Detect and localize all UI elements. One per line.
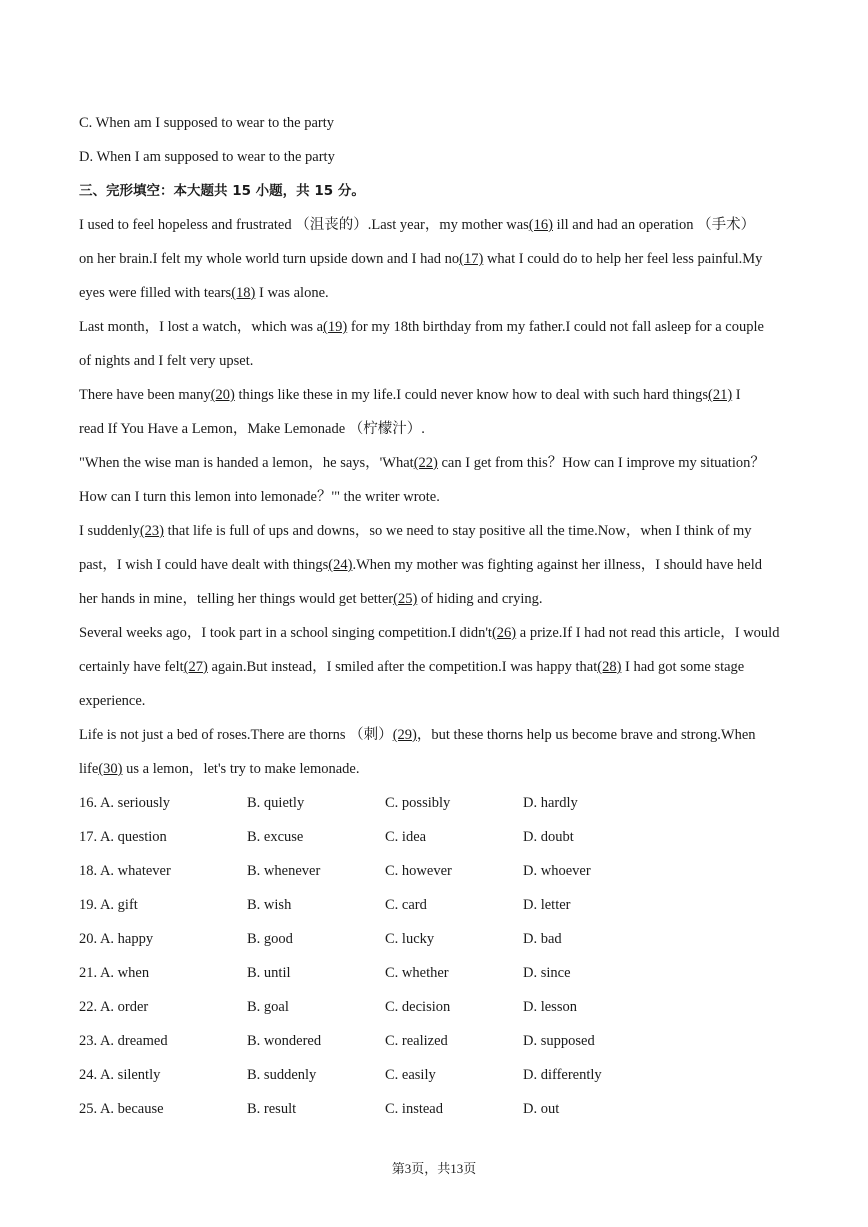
passage-line <box>79 718 791 752</box>
blank-number: (30) <box>98 761 123 777</box>
prev-option-c: C. When am I supposed to wear to the party <box>79 115 335 131</box>
option-choice: D. out <box>523 1101 560 1117</box>
passage-text: us a lemon，let's try to make lemonade. <box>122 761 360 777</box>
option-choice: 23. A. dreamed <box>79 1033 168 1049</box>
blank-number: (19) <box>323 319 348 335</box>
passage-text: eyes were filled with tears <box>79 285 232 301</box>
option-choice: D. hardly <box>523 795 578 811</box>
blank-number: (22) <box>413 455 438 471</box>
passage-text: a prize.If I had not read this article，I would <box>516 625 780 641</box>
option-choice: B. wondered <box>247 1033 322 1049</box>
passage-line <box>79 310 791 344</box>
passage-text: .When my mother was fighting against her illness，I should have held <box>352 557 762 573</box>
option-row <box>79 1092 791 1126</box>
option-choice: B. wish <box>247 897 292 913</box>
passage-line <box>79 208 791 242</box>
document-body <box>79 106 791 1126</box>
option-choice: 19. A. gift <box>79 897 138 913</box>
passage-line <box>79 582 791 616</box>
option-row <box>79 820 791 854</box>
passage-line <box>79 378 791 412</box>
passage-line <box>79 514 791 548</box>
option-choice: B. good <box>247 931 293 947</box>
passage-text: "When the wise man is handed a lemon，he says，'What <box>79 455 414 471</box>
passage-text: again.But instead，I smiled after the competition.I was happy that <box>207 659 598 675</box>
option-row <box>79 786 791 820</box>
passage-text: things like these in my life.I could never know how to deal with such hard things <box>234 387 708 403</box>
option-row <box>79 990 791 1024</box>
passage-text: Several weeks ago，I took part in a school singing competition.I didn't <box>79 625 492 641</box>
option-choice: C. however <box>385 863 452 879</box>
passage-line <box>79 548 791 582</box>
option-choice: C. whether <box>385 965 449 981</box>
passage-text: Last month，I lost a watch，which was a <box>79 319 324 335</box>
passage-text: ill and had an operation （手术） <box>552 217 756 233</box>
option-choice: B. excuse <box>247 829 304 845</box>
option-choice: B. whenever <box>247 863 321 879</box>
option-choice: D. lesson <box>523 999 577 1015</box>
option-choice: D. whoever <box>523 863 591 879</box>
blank-number: (29) <box>392 727 417 743</box>
passage-text: I used to feel hopeless and frustrated （沮丧的）.Last year，my mother was <box>79 217 529 233</box>
passage-line <box>79 412 791 446</box>
passage-text: on her brain.I felt my whole world turn upside down and I had no <box>79 251 460 267</box>
option-choice: C. instead <box>385 1101 443 1117</box>
passage-text: There have been many <box>79 387 211 403</box>
option-choice: D. since <box>523 965 571 981</box>
option-choice: 18. A. whatever <box>79 863 171 879</box>
option-row <box>79 854 791 888</box>
option-choice: C. easily <box>385 1067 436 1083</box>
answer-options <box>79 786 791 1126</box>
passage-text: read If You Have a Lemon，Make Lemonade （柠檬汁）. <box>79 421 425 437</box>
option-choice: 17. A. question <box>79 829 167 845</box>
blank-number: (23) <box>139 523 164 539</box>
option-choice: B. until <box>247 965 291 981</box>
passage-text: ，but these thorns help us become brave and strong.When <box>416 727 756 743</box>
passage-text: can I get from this？How can I improve my situation？ <box>437 455 765 471</box>
blank-number: (24) <box>328 557 353 573</box>
option-choice: 21. A. when <box>79 965 150 981</box>
passage-text: I was alone. <box>255 285 329 301</box>
blank-number: (17) <box>459 251 484 267</box>
passage-line <box>79 480 791 514</box>
passage-line <box>79 752 791 786</box>
option-row <box>79 922 791 956</box>
option-choice: B. quietly <box>247 795 305 811</box>
blank-number: (28) <box>597 659 622 675</box>
option-choice: C. decision <box>385 999 451 1015</box>
blank-number: (20) <box>210 387 235 403</box>
passage-line <box>79 242 791 276</box>
passage-text: her hands in mine，telling her things would get better <box>79 591 394 607</box>
blank-number: (16) <box>528 217 553 233</box>
passage-text: experience. <box>79 693 146 709</box>
option-choice: B. suddenly <box>247 1067 317 1083</box>
option-choice: 16. A. seriously <box>79 795 171 811</box>
passage-line <box>79 616 791 650</box>
passage-line <box>79 446 791 480</box>
passage-text: certainly have felt <box>79 659 184 675</box>
cloze-passage <box>79 208 791 786</box>
option-choice: C. possibly <box>385 795 451 811</box>
option-row <box>79 1058 791 1092</box>
option-choice: D. supposed <box>523 1033 595 1049</box>
blank-number: (21) <box>708 387 733 403</box>
passage-text: for my 18th birthday from my father.I could not fall asleep for a couple <box>347 319 764 335</box>
option-choice: 24. A. silently <box>79 1067 161 1083</box>
passage-line <box>79 276 791 310</box>
option-choice: C. card <box>385 897 427 913</box>
passage-text: life <box>79 761 99 777</box>
passage-text: I suddenly <box>79 523 140 539</box>
section-title: 三、完形填空：本大题共 15 小题，共 15 分。 <box>79 183 365 199</box>
option-choice: D. letter <box>523 897 571 913</box>
blank-number: (27) <box>183 659 208 675</box>
option-choice: C. realized <box>385 1033 448 1049</box>
blank-number: (25) <box>393 591 418 607</box>
option-row <box>79 888 791 922</box>
option-choice: 20. A. happy <box>79 931 154 947</box>
blank-number: (26) <box>491 625 517 641</box>
option-choice: D. bad <box>523 931 562 947</box>
option-choice: 22. A. order <box>79 999 149 1015</box>
passage-text: of nights and I felt very upset. <box>79 353 254 369</box>
prev-option-d: D. When I am supposed to wear to the party <box>79 149 335 165</box>
option-row <box>79 1024 791 1058</box>
passage-line <box>79 650 791 684</box>
page-footer: 第3页，共13页 <box>391 1161 477 1176</box>
passage-text: How can I turn this lemon into lemonade？'" the writer wrote. <box>79 489 440 505</box>
option-choice: C. idea <box>385 829 427 845</box>
passage-text: I <box>732 387 741 403</box>
passage-text: of hiding and crying. <box>417 591 543 607</box>
option-row <box>79 956 791 990</box>
passage-text: I had got some stage <box>621 659 745 675</box>
passage-line <box>79 344 791 378</box>
passage-line <box>79 684 791 718</box>
blank-number: (18) <box>231 285 256 301</box>
option-choice: B. result <box>247 1101 297 1117</box>
passage-text: Life is not just a bed of roses.There are thorns （刺） <box>79 727 393 743</box>
option-choice: 25. A. because <box>79 1101 164 1117</box>
option-choice: B. goal <box>247 999 289 1015</box>
option-choice: C. lucky <box>385 931 435 947</box>
option-choice: D. differently <box>523 1067 602 1083</box>
passage-text: that life is full of ups and downs，so we need to stay positive all the time.Now，when I think of my <box>163 523 752 539</box>
option-choice: D. doubt <box>523 829 574 845</box>
passage-text: what I could do to help her feel less painful.My <box>483 251 763 267</box>
passage-text: past，I wish I could have dealt with things <box>79 557 329 573</box>
